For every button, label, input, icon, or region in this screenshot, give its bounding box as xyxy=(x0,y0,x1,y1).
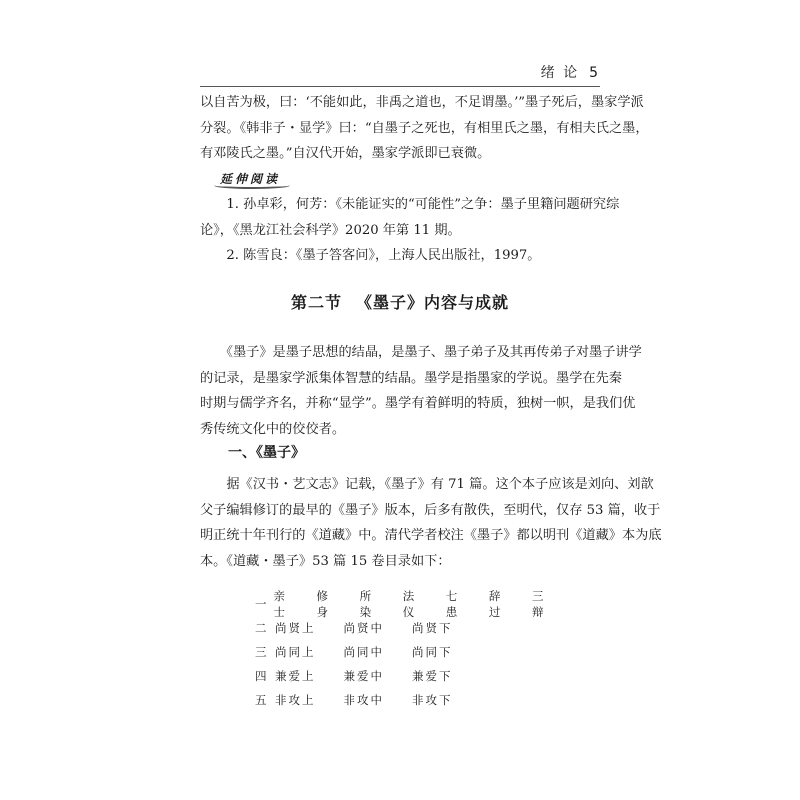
text-line: 秀传统文化中的佼佼者。 xyxy=(200,421,346,437)
toc-chapter: 所染 xyxy=(359,589,373,619)
text-line: 本。《道藏・墨子》53 篇 15 卷目录如下： xyxy=(200,553,451,569)
text-line: 时期与儒学齐名，并称“显学”。墨学有着鲜明的特质，独树一帜，是我们优 xyxy=(200,396,636,411)
toc-chapter: 兼爱下 xyxy=(412,669,453,683)
text-line: 据《汉书・艺文志》记载，《墨子》有 71 篇。这个本子应该是刘向、刘歆 xyxy=(200,477,654,492)
toc-chapter: 兼爱上 xyxy=(275,669,316,683)
section-heading xyxy=(0,290,800,313)
section-title: 《墨子》内容与成就 xyxy=(356,293,510,312)
header-rule xyxy=(200,86,600,87)
text-line: 分裂。《韩非子・显学》曰：“自墨子之死也，有相里氏之墨，有相夫氏之墨， xyxy=(200,120,649,136)
toc-volume-number: 三 xyxy=(255,645,267,659)
subsection-heading: 一、《墨子》 xyxy=(228,445,305,461)
toc-chapter: 法仪 xyxy=(402,589,416,619)
paragraph-mozi-versions xyxy=(200,472,662,574)
reference-item: 论》，《黑龙江社会科学》2020 年第 11 期。 xyxy=(200,222,461,238)
toc-chapter: 尚同上 xyxy=(275,645,316,659)
toc-chapter: 尚贤中 xyxy=(343,621,384,635)
text-line: 《墨子》是墨子思想的结晶，是墨子、墨子弟子及其再传弟子对墨子讲学 xyxy=(200,345,642,360)
text-line: 明正统十年刊行的《道藏》中。清代学者校注《墨子》都以明刊《道藏》本为底 xyxy=(200,528,662,543)
section-number: 第二节 xyxy=(290,293,342,312)
toc-chapter: 亲士 xyxy=(273,589,286,619)
text-line: 的记录，是墨家学派集体智慧的结晶。墨学是指墨家的学说。墨学在先秦 xyxy=(200,370,622,386)
toc-chapter: 辞过 xyxy=(488,589,502,619)
toc-volume-number: 四 xyxy=(255,669,267,683)
toc-volume-number: 二 xyxy=(255,621,267,635)
toc-chapter: 非攻上 xyxy=(275,693,316,707)
toc-chapter: 尚贤上 xyxy=(275,621,316,635)
toc-chapter: 尚贤下 xyxy=(412,621,453,635)
header-title: 绪 论 xyxy=(540,65,580,81)
extended-reading-list xyxy=(200,192,620,269)
paragraph-mojia-decline xyxy=(200,90,649,167)
paragraph-mozi-intro xyxy=(200,340,642,442)
toc-chapter: 三辩 xyxy=(531,589,545,619)
toc-row xyxy=(255,589,575,619)
toc-volume-number: 五 xyxy=(255,693,267,707)
reference-item: 1. 孙卓彩，何芳：《未能证实的“可能性”之争：墨子里籍问题研究综 xyxy=(200,197,620,212)
page-number: 5 xyxy=(589,65,600,81)
toc-row xyxy=(255,688,575,712)
toc-chapter: 非攻中 xyxy=(343,693,384,707)
toc-chapter: 修身 xyxy=(316,589,330,619)
toc-volume-number: 一 xyxy=(255,597,267,611)
toc-row xyxy=(255,640,575,664)
reference-item: 2. 陈雪良：《墨子答客问》，上海人民出版社，1997。 xyxy=(200,248,541,263)
toc-row xyxy=(255,616,575,640)
text-line: 以自苦为极，曰：‘不能如此，非禹之道也，不足谓墨。’”墨子死后，墨家学派 xyxy=(200,95,644,110)
toc-chapter: 尚同下 xyxy=(412,645,453,659)
text-line: 有邓陵氏之墨。”自汉代开始，墨家学派即已衰微。 xyxy=(200,146,491,161)
table-of-contents xyxy=(255,589,575,712)
toc-chapter: 七患 xyxy=(445,589,459,619)
toc-chapter: 非攻下 xyxy=(412,693,453,707)
text-line: 父子编辑修订的最早的《墨子》版本，后多有散佚，至明代，仅存 53 篇，收于 xyxy=(200,502,661,518)
toc-row xyxy=(255,664,575,688)
extended-reading-title: 延伸阅读 xyxy=(220,172,281,186)
toc-chapter: 尚同中 xyxy=(343,645,384,659)
toc-chapter: 兼爱中 xyxy=(343,669,384,683)
running-header xyxy=(541,62,600,82)
